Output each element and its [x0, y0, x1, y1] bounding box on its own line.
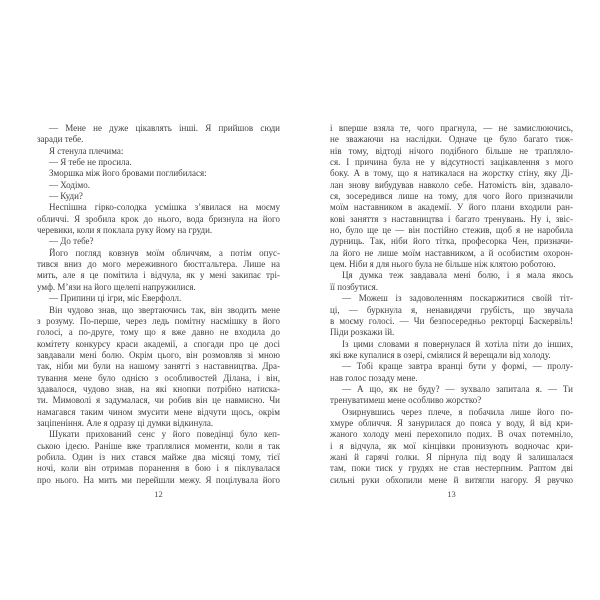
- text-line: кові заняття з наставництва і багато тренувань. Ну і, звіс-: [330, 213, 573, 224]
- text-line: так, ніби ми були на нашому занятті з наставництва. Дра-: [37, 361, 280, 372]
- text-line: нів тому, відтоді нічого подібного більше не трапляло-: [330, 145, 573, 156]
- text-line: ти. Мимоволі я задумалася, чи робив він це навмисно. Чи: [37, 395, 280, 406]
- text-line: і я відчула, як мої кінцівки пронизують водночас кри-: [330, 440, 573, 451]
- text-line: заціпеніння. Але я одразу ці думки відкинула.: [37, 417, 214, 428]
- text-line: сильні руки обхопили мене й витягли нагору. Я рвучко: [330, 474, 573, 485]
- text-line: ці, — буркнула я, ненавидячи грубість, що звучала: [330, 304, 573, 315]
- text-line: ла його не лише моїм наставником, а й особистим охорон-: [330, 247, 573, 258]
- text-line: лан знову вибудував навколо себе. Натомість він, здавало-: [330, 179, 573, 190]
- text-line: Його погляд ковзнув моїм обличчям, а потім опус-: [49, 247, 280, 258]
- page-left: [37, 123, 280, 499]
- text-line: Піди розкажи їй.: [330, 327, 395, 338]
- text-line: заради тебе.: [37, 134, 84, 145]
- text-line: ською ідеєю. Раніше вже траплялися моменти, коли я так: [37, 440, 280, 451]
- text-line: жаного холоду мені перехопило подих. В очах потемніло,: [330, 429, 573, 440]
- text-line: — Мене не дуже цікавлять інші. Я прийшов сюди: [49, 123, 280, 133]
- page-text: [37, 123, 280, 486]
- text-line: комітету конкурсу краси академії, а спогади про це досі: [37, 338, 280, 349]
- text-line: Я стенула плечима:: [49, 145, 124, 156]
- text-line: тренуватимеш мене особливо жорстко?: [330, 395, 482, 406]
- page-number: 12: [154, 489, 163, 499]
- page-text: [330, 123, 573, 486]
- text-line: і вперше взяла те, чого прагнула, — не замислюючись,: [330, 123, 573, 133]
- text-line: ся, зосередився лише на тому, для чого його призначили: [330, 191, 573, 202]
- text-line: жані й гарячі голки. Я пірнула під воду й залишалася: [330, 451, 573, 462]
- text-line: но, було ще це — він постійно стежив, щоб я не наробила: [330, 225, 573, 236]
- text-line: Неспішна гірко-солодка усмішка з’явилася на моєму: [49, 202, 280, 213]
- text-line: з розуму. По-перше, через ледь помітну насмішку в його: [37, 315, 280, 326]
- text-line: там, поки тиск у грудях не став нестерпним. Раптом дві: [330, 463, 573, 474]
- text-line: — Куди?: [49, 191, 83, 202]
- text-line: цем. Ніби я для нього була не більше ніж клятою роботою.: [330, 259, 556, 270]
- text-line: черевики, коли я поклала руку йому на груди.: [37, 225, 213, 236]
- text-line: — До тебе?: [49, 236, 94, 247]
- text-line: мить, але я це помітила і відчула, як у мені закипає трі-: [37, 270, 280, 281]
- text-line: тування мене було однією з особливостей Ділана, і він,: [37, 372, 280, 383]
- text-line: обличчі. Я зробила крок до нього, вода бризнула на його: [37, 213, 280, 224]
- text-line: завдавали мені болю. Окрім цього, він розмовляв зі мною: [37, 349, 280, 360]
- text-line: її позбутися.: [330, 281, 378, 292]
- page-number: 13: [447, 489, 456, 499]
- text-line: тився вниз до мого мереживного бюстгальтера. Лише на: [37, 259, 280, 270]
- text-line: Зморшка між його бровами поглибилася:: [49, 168, 207, 179]
- text-line: хмуре обличчя. Я занурилася до пояса у воду, й від кри-: [330, 417, 573, 428]
- text-line: умф. М’язи на його щелепі напружилися.: [37, 281, 196, 292]
- text-line: робила. Один із них стався майже два місяці тому, тієї: [37, 451, 280, 462]
- text-line: не зважаючи на наслідки. Одначе це було багато тиж-: [330, 134, 573, 145]
- text-line: які вже купалися в озері, сміялися й верещали від холоду.: [330, 349, 551, 360]
- text-line: — Ходімо.: [49, 179, 90, 190]
- text-line: Він чудово знав, що звертаючись так, він зводить мене: [49, 304, 280, 315]
- page-right: [330, 123, 573, 499]
- text-line: в моєму голосі. — Чи безпосередньо ректорці Баскервіль!: [330, 315, 573, 326]
- text-line: Шукати прихований сенс у його поведінці було кеп-: [49, 429, 280, 440]
- text-line: Із цими словами я повернулася й хотіла піти до інших,: [342, 338, 573, 349]
- text-line: моїм наставником в академії. У його плани входили ран-: [330, 202, 573, 213]
- text-line: — Припини ці ігри, міс Еверфолл.: [49, 293, 182, 304]
- text-line: про нього. На мить ми перейшли межу. Я поцілувала його: [37, 474, 280, 485]
- text-line: ночі, коли він отримав поранення в бою і я піклувалася: [37, 463, 280, 474]
- text-line: намагався таким чином змусити мене відчути щось, окрім: [37, 406, 280, 417]
- text-line: голосі, а по-друге, тому що я вже давно не входила до: [37, 327, 280, 338]
- text-line: — Я тебе не просила.: [49, 157, 132, 168]
- text-line: ся. І причина була не у відсутності зацікавлення з мого: [330, 157, 573, 168]
- text-line: — Тобі краще завтра вранці бути у формі, — пролу-: [342, 361, 573, 372]
- text-line: нав голос позаду мене.: [330, 372, 418, 383]
- text-line: — А що, як не буду? — зухвало запитала я. — Ти: [342, 383, 573, 394]
- text-line: здавалося, чудово знав, на які кнопки потрібно натиска-: [37, 383, 280, 394]
- text-line: дурниць. Так, ніби його тітка, професорка Чен, призначи-: [330, 236, 573, 247]
- text-line: Озирнувшись через плече, я побачила лише його по-: [342, 406, 573, 417]
- text-line: боку. А в тому, що я натикалася на жорстку стіну, яку Ді-: [330, 168, 573, 179]
- text-line: Ця думка теж завдавала мені болю, і я мала якось: [342, 270, 573, 281]
- text-line: — Можеш із задоволенням поскаржитися своїй тіт-: [342, 293, 573, 304]
